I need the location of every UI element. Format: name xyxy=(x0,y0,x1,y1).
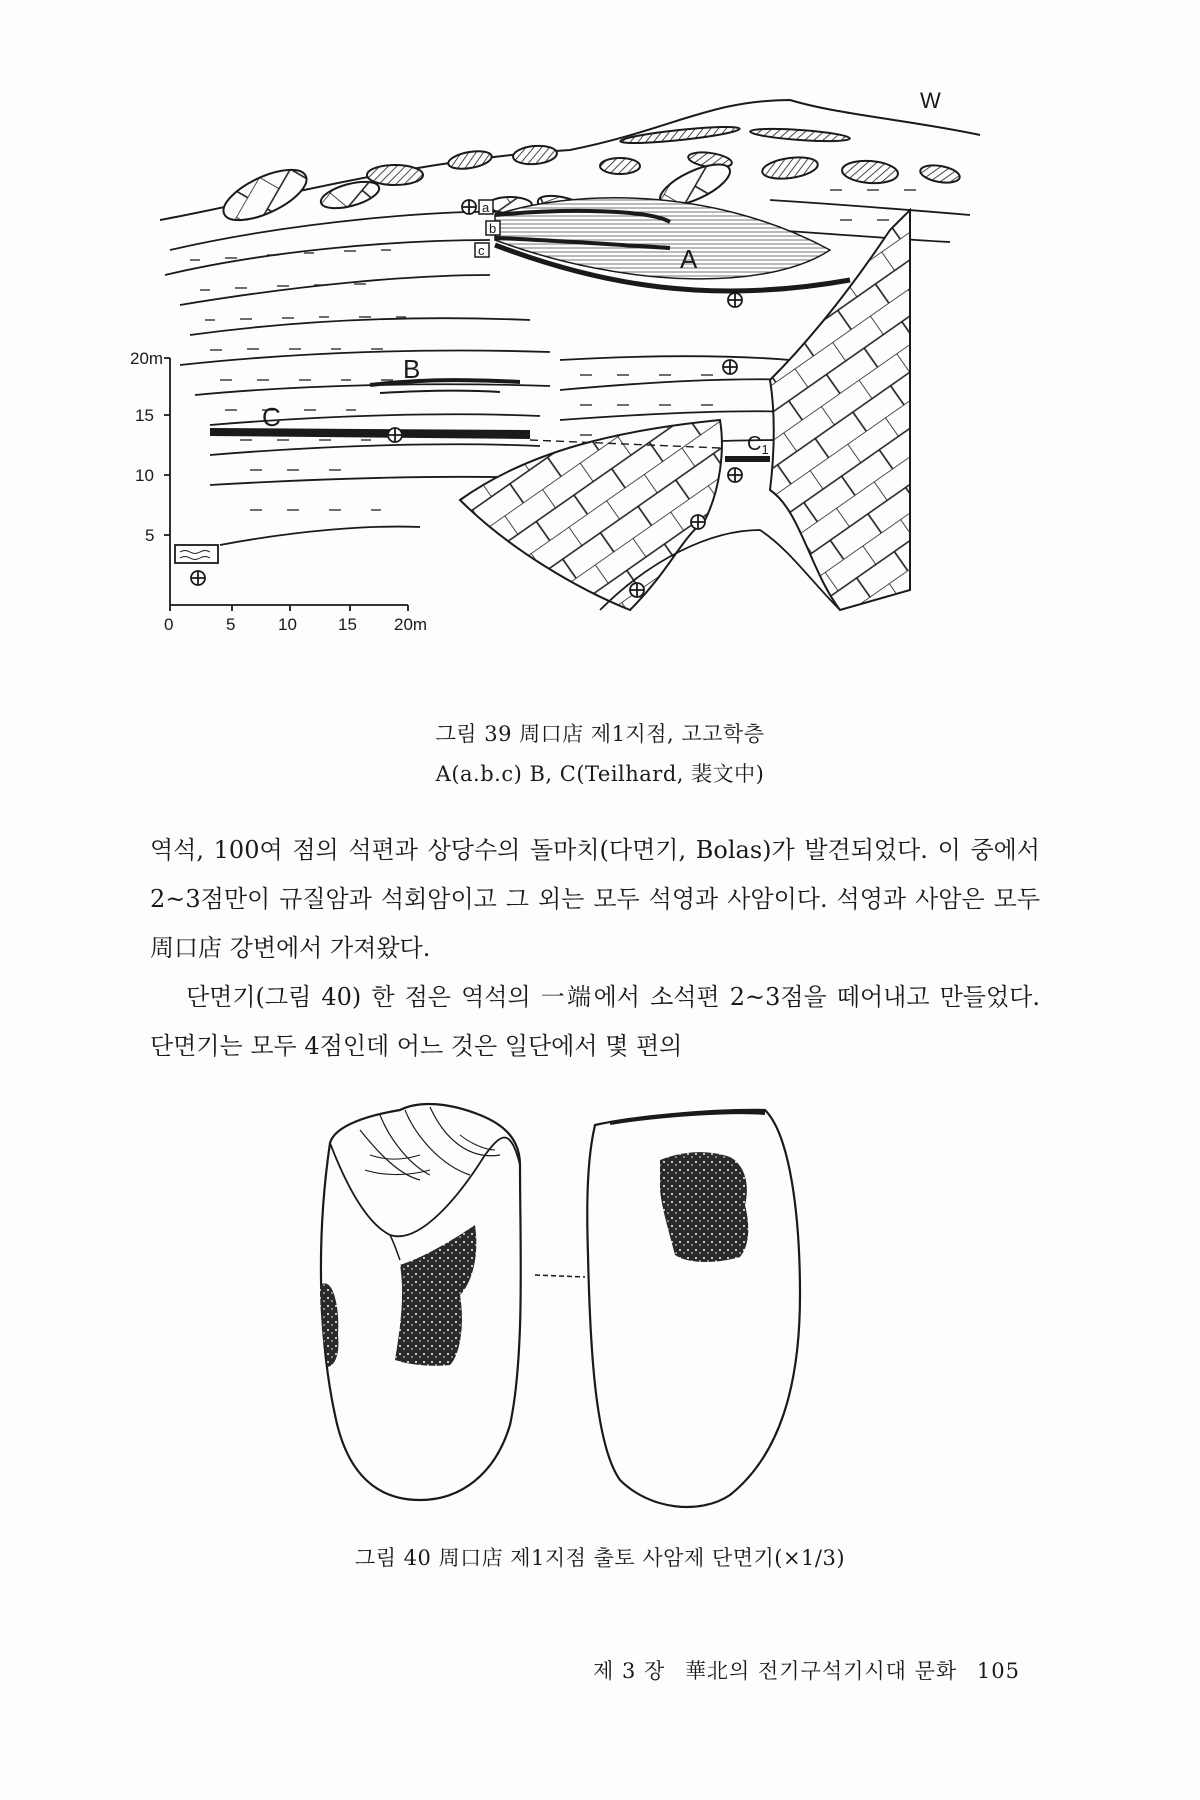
cave-wall-left xyxy=(460,420,722,610)
figure-39-caption-line2: A(a.b.c) B, C(Teilhard, 裴文中) xyxy=(435,762,765,786)
pebble-tools-drawing xyxy=(310,1095,910,1515)
y-tick-10: 10 xyxy=(135,466,154,485)
layer-c1-label: $C_1$ xyxy=(747,433,769,457)
stratigraphy-drawing xyxy=(130,88,1050,710)
scale-x-ticks xyxy=(164,615,427,634)
layer-a-label: A xyxy=(680,244,698,274)
x-tick-20m: 20m xyxy=(394,615,428,634)
body-text xyxy=(150,826,1040,1071)
box-c-label: c xyxy=(478,243,485,258)
paragraph-2: 단면기(그림 40) 한 점은 역석의 一端에서 소석편 2~3점을 떼어내고 만들었다. 단면기는 모두 4점인데 어느 것은 일단에서 몇 편의 xyxy=(150,983,1040,1060)
figure-39-caption xyxy=(0,718,1200,788)
x-tick-10: 10 xyxy=(278,615,297,634)
scale-y-ticks xyxy=(130,349,163,545)
box-a-label: a xyxy=(482,200,490,215)
box-b-label: b xyxy=(489,221,497,236)
chapter-label: 제 3 장 xyxy=(593,1659,666,1683)
figure-39-stratigraphy xyxy=(130,88,1050,710)
figure-39-caption-line1: 그림 39 周口店 제1지점, 고고학층 xyxy=(435,722,765,746)
y-tick-5: 5 xyxy=(145,526,155,545)
view-connector-line xyxy=(535,1275,585,1277)
y-tick-20m: 20m xyxy=(130,349,164,368)
figure-40-caption: 그림 40 周口店 제1지점 출토 사암제 단면기(×1/3) xyxy=(354,1546,846,1570)
layer-b-band-2 xyxy=(380,391,500,393)
x-tick-15: 15 xyxy=(338,615,357,634)
compass-label: W xyxy=(920,88,941,113)
back-cortex-patch xyxy=(660,1152,748,1262)
page-number: 105 xyxy=(976,1659,1020,1683)
layer-c-label: C xyxy=(262,402,281,432)
x-tick-0: 0 xyxy=(164,615,174,634)
layer-c-band xyxy=(210,428,530,439)
paragraph-1: 역석, 100여 점의 석편과 상당수의 돌마치(다면기, Bolas)가 발견되었다. 이 중에서 2~3점만이 규질암과 석회암이고 그 외는 모두 석영과 사암이다. 석영과 사암은 모두 周口店 강변에서 가져왔다. xyxy=(150,836,1040,962)
figure-40-pebble-tools xyxy=(310,1095,910,1515)
y-tick-15: 15 xyxy=(135,406,154,425)
boulder-layer xyxy=(367,124,961,186)
layer-b-label: B xyxy=(403,354,421,384)
cave-wall-right xyxy=(770,210,910,610)
chapter-title: 華北의 전기구석기시대 문화 xyxy=(685,1659,958,1683)
running-footer xyxy=(593,1655,1020,1685)
x-tick-5: 5 xyxy=(226,615,236,634)
